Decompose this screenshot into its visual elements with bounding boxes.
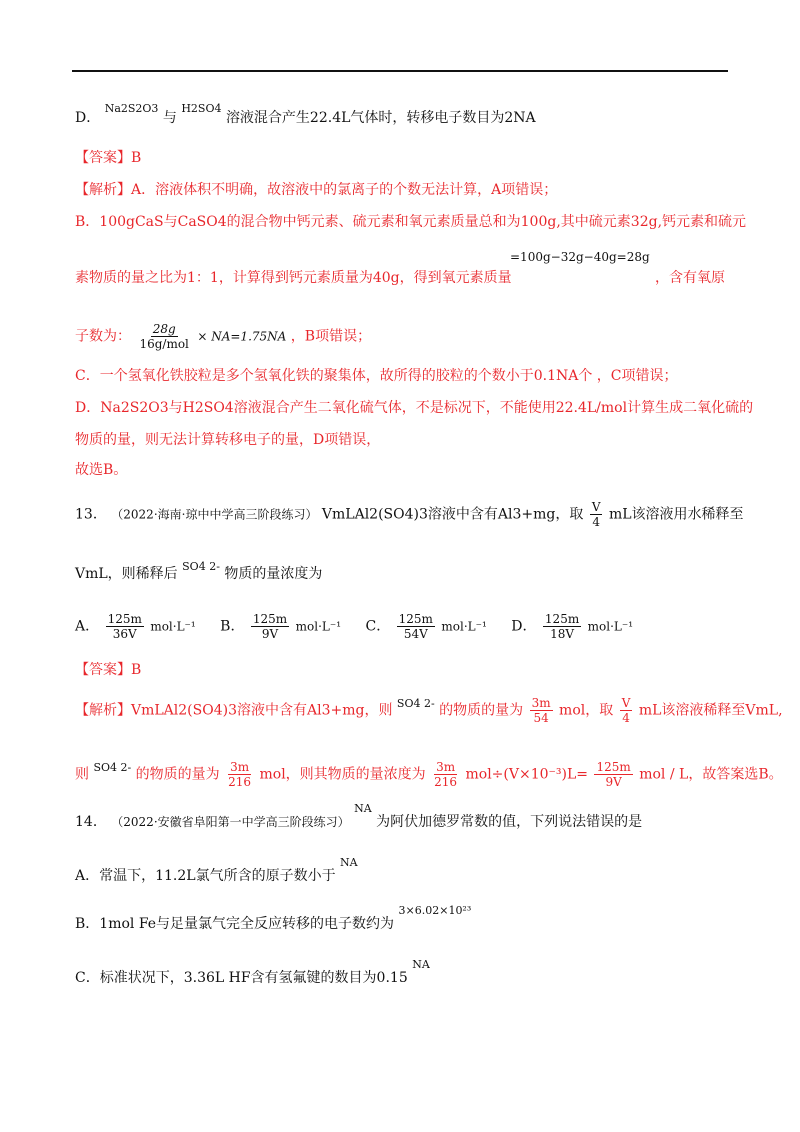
question-number: 14．	[75, 814, 107, 830]
q12-analysis-a: 【解析】A．溶液体积不明确，故溶液中的氯离子的个数无法计算，A项错误；	[75, 182, 558, 198]
option-label: D．	[75, 110, 101, 126]
q13-analysis-line2: 则 $^{SO4 2-}$ 的物质的量为 $\frac{3m}{216}$ mol，则其物质的量浓度为 $\frac{3m}{216}$ mol÷(V×10⁻³)L= $\frac{125m}{9V}$ mol / L，故答案选B。	[75, 760, 783, 789]
formula-na2s2o3: Na2S2O3	[104, 102, 159, 115]
text: 素物质的量之比为1：1，计算得到钙元素质量为40g，得到氧元素质量	[75, 270, 512, 286]
electron-count-expression: 3×6.02×10²³	[398, 904, 472, 917]
option-text: 溶液混合产生22.4L气体时，转移电子数目为2NA	[225, 110, 536, 126]
q13-stem-line2	[75, 560, 323, 585]
question-source: （2022·海南·琼中中学高三阶段练习）	[111, 507, 318, 522]
q14-option-b[interactable]: B．1mol Fe与足量氯气完全反应转移的电子数约为 $^{3\times 6.02\times 10^{23}}$	[75, 904, 472, 932]
stem-text: mL该溶液用水稀释至	[608, 506, 744, 523]
fraction-3m-216: $\frac{3m}{216}$	[434, 760, 458, 789]
q12-analysis-b2-post: ，含有氧原	[655, 270, 725, 286]
q14-stem	[75, 802, 643, 833]
na-expression: × NA=1.75NA	[197, 329, 287, 344]
q12-answer: 【答案】B	[75, 150, 142, 166]
fraction-125m-9v: $\frac{125m}{9V}$	[596, 760, 631, 789]
na-symbol: NA	[412, 958, 430, 971]
q12-option-d	[75, 102, 536, 129]
fraction-28g-16g: $\frac{28g}{\text{16g/mol}}$	[139, 322, 189, 351]
q13-analysis-line1: 【解析】VmLAl2(SO4)3溶液中含有Al3+mg，则 $^{SO4 2-}$ 的物质的量为 $\frac{3m}{54}$ mol，取 $\frac{V}{4}$ mL该溶液稀释至VmL,	[75, 696, 783, 725]
text: 子数为：	[75, 328, 131, 345]
q12-analysis-d1: D．Na2S2O3与H2SO4溶液混合产生二氧化硫气体，不是标况下，不能使用22.4L/mol计算生成二氧化硫的	[75, 400, 754, 416]
q12-analysis-d2: 物质的量，则无法计算转移电子的量，D项错误，	[75, 432, 381, 448]
q14-option-c[interactable]: C．标准状况下，3.36L HF含有氢氟键的数目为0.15 $^{NA}$	[75, 958, 430, 986]
question-number: 13．	[75, 506, 107, 523]
q12-analysis-c: C．一个氢氧化铁胶粒是多个氢氧化铁的聚集体，故所得的胶粒的个数小于0.1NA个 ，C项错误；	[75, 368, 678, 384]
header-rule	[72, 70, 728, 72]
q12-analysis-b2	[75, 268, 512, 288]
q12-conclusion: 故选B。	[75, 462, 128, 478]
connector: 与	[162, 110, 177, 126]
fraction-3m-216: $\frac{3m}{216}$	[228, 760, 252, 789]
text: ，B项错误；	[290, 328, 372, 345]
question-source: （2022·安徽省阜阳第一中学高三阶段练习）	[111, 815, 350, 829]
sulfate-ion: SO4 2-	[396, 696, 435, 710]
q13-answer: 【答案】B	[75, 662, 142, 678]
fraction-v-4: $\frac{V}{4}$	[591, 500, 601, 529]
fraction-v-4: $\frac{V}{4}$	[621, 696, 631, 725]
stem-text: VmL，则稀释后	[75, 566, 178, 582]
na-symbol: NA	[340, 856, 358, 869]
fraction-3m-54: $\frac{3m}{54}$	[531, 696, 551, 725]
na-symbol: NA	[354, 802, 372, 815]
option-b[interactable]: B． $\frac{125m}{9V}$ mol·L⁻¹	[220, 612, 342, 641]
q13-stem-line1	[75, 500, 744, 529]
formula-h2so4: H2SO4	[181, 102, 222, 115]
sulfate-ion: SO4 2-	[93, 760, 132, 774]
option-a[interactable]: A． $\frac{125m}{36V}$ mol·L⁻¹	[75, 612, 196, 641]
stem-text: 为阿伏加德罗常数的值，下列说法错误的是	[376, 814, 643, 830]
sulfate-ion: SO4 2-	[182, 560, 220, 573]
q14-option-a[interactable]: A．常温下，11.2L氯气所含的原子数小于 $^{NA}$	[75, 856, 358, 884]
option-c[interactable]: C． $\frac{125m}{54V}$ mol·L⁻¹	[365, 612, 487, 641]
q12-analysis-b1: B．100gCaS与CaSO4的混合物中钙元素、硫元素和氧元素质量总和为100g,其中硫元素32g,钙元素和硫元	[75, 214, 747, 230]
oxygen-mass-expression: =100g−32g−40g=28g	[510, 250, 650, 264]
option-d[interactable]: D． $\frac{125m}{18V}$ mol·L⁻¹	[511, 612, 634, 641]
stem-text: VmLAl2(SO4)3溶液中含有Al3+mg，取	[321, 506, 584, 523]
q12-analysis-b3	[75, 322, 371, 351]
q13-options	[75, 612, 653, 641]
stem-text: 物质的量浓度为	[224, 566, 323, 582]
